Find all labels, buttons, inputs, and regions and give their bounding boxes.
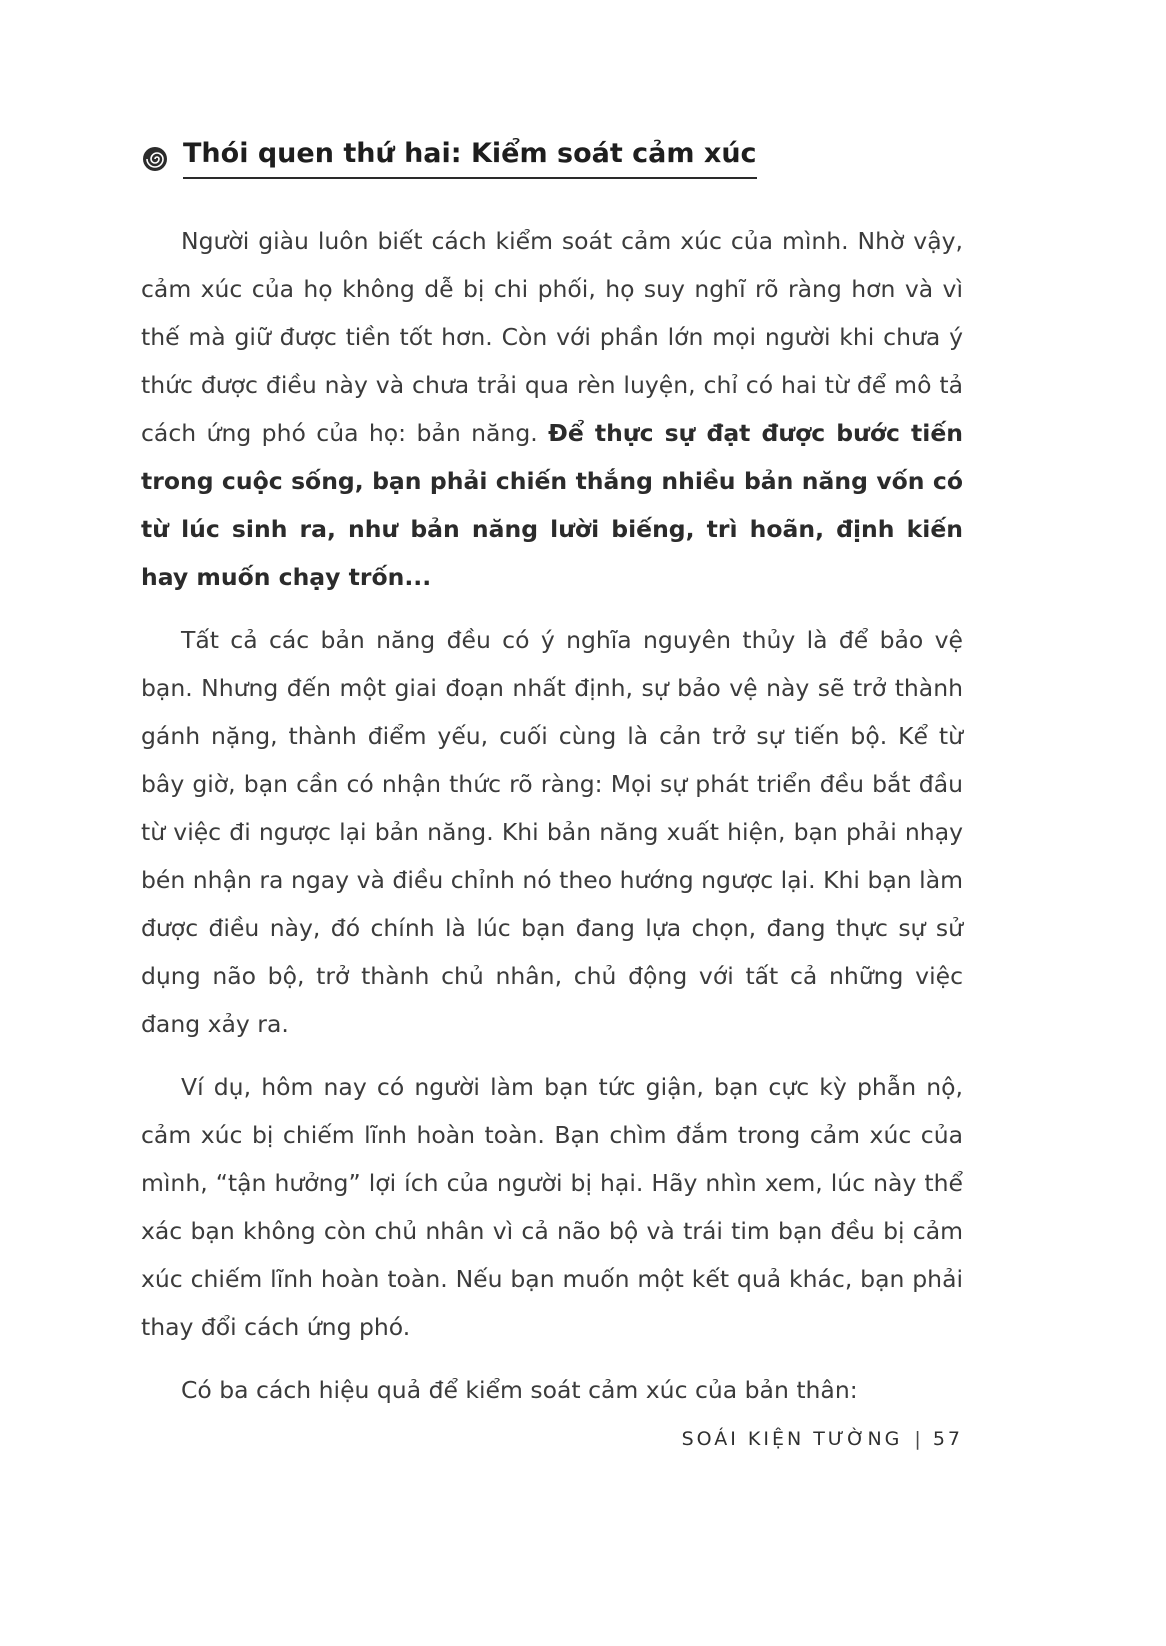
paragraph-1 — [141, 217, 963, 601]
section-heading — [141, 138, 963, 179]
page-footer — [141, 1428, 963, 1450]
paragraph-1-normal-text: Người giàu luôn biết cách kiểm soát cảm xúc của mình. Nhờ vậy, cảm xúc của họ không dễ bị chi phối, họ suy nghĩ rõ ràng hơn và vì thế mà giữ được tiền tốt hơn. Còn với phần lớn mọi người khi chưa ý thức được điều này và chưa trải qua rèn luyện, chỉ có hai từ để mô tả cách ứng phó của họ: bản năng. — [141, 227, 963, 448]
paragraph-4: Có ba cách hiệu quả để kiểm soát cảm xúc của bản thân: — [181, 1376, 858, 1405]
paragraph-3: Ví dụ, hôm nay có người làm bạn tức giận, bạn cực kỳ phẫn nộ, cảm xúc bị chiếm lĩnh hoàn toàn. Bạn chìm đắm trong cảm xúc của mình, “tận hưởng” lợi ích của người bị hại. Hãy nhìn xem, lúc này thể xác bạn không còn chủ nhân vì cả não bộ và trái tim bạn đều bị cảm xúc chiếm lĩnh hoàn toàn. Nếu bạn muốn một kết quả khác, bạn phải thay đổi cách ứng phó. — [141, 1073, 963, 1342]
book-page-content — [141, 138, 963, 1429]
page-number: 57 — [932, 1428, 963, 1450]
footer-separator: | — [914, 1428, 921, 1450]
footer-author: SOÁI KIỆN TƯỜNG — [681, 1428, 903, 1450]
spiral-icon — [141, 145, 169, 173]
paragraph-2: Tất cả các bản năng đều có ý nghĩa nguyên thủy là để bảo vệ bạn. Nhưng đến một giai đoạn nhất định, sự bảo vệ này sẽ trở thành gánh nặng, thành điểm yếu, cuối cùng là cản trở sự tiến bộ. Kể từ bây giờ, bạn cần có nhận thức rõ ràng: Mọi sự phát triển đều bắt đầu từ việc đi ngược lại bản năng. Khi bản năng xuất hiện, bạn phải nhạy bén nhận ra ngay và điều chỉnh nó theo hướng ngược lại. Khi bạn làm được điều này, đó chính là lúc bạn đang lựa chọn, đang thực sự sử dụng não bộ, trở thành chủ nhân, chủ động với tất cả những việc đang xảy ra. — [141, 626, 963, 1039]
paragraph-1-bold-text: Để thực sự đạt được bước tiến trong cuộc sống, bạn phải chiến thắng nhiều bản năng vốn có từ lúc sinh ra, như bản năng lười biếng, trì hoãn, định kiến hay muốn chạy trốn... — [141, 419, 963, 592]
section-heading-text: Thói quen thứ hai: Kiểm soát cảm xúc — [183, 138, 757, 179]
